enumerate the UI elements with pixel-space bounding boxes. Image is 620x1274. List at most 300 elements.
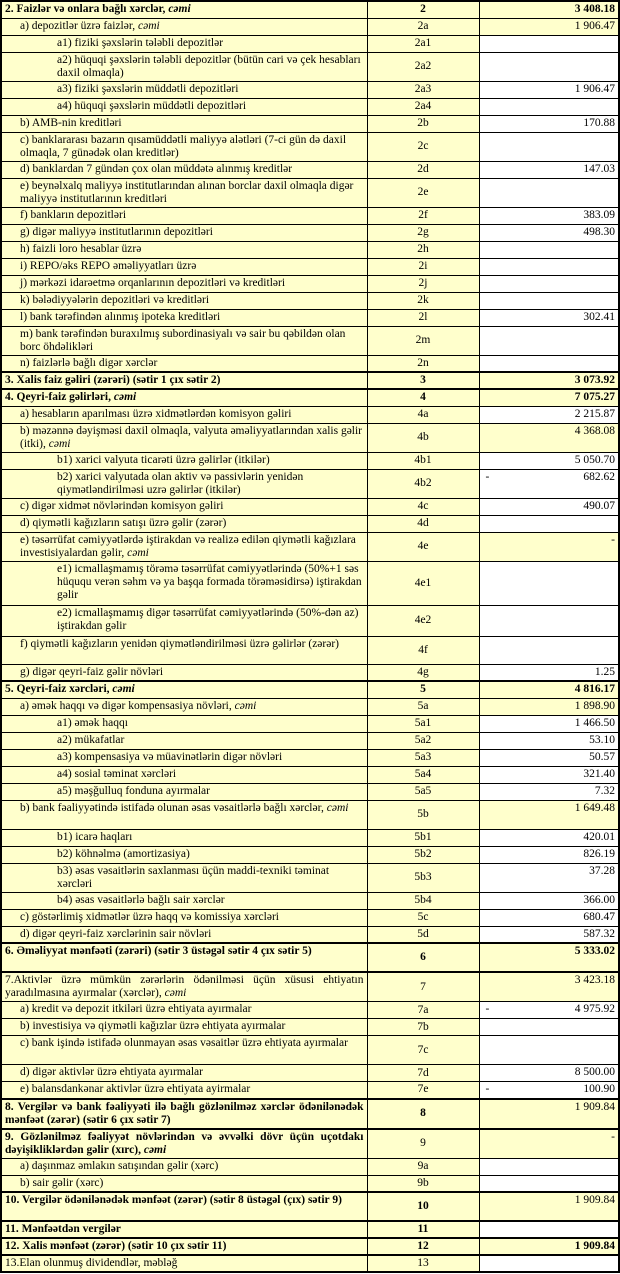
row-code-text: 4f: [418, 643, 428, 656]
row-label-text: f) bankların depozitləri: [20, 208, 127, 221]
row-value-cell[interactable]: [479, 766, 619, 783]
row-label-cell: [1, 224, 367, 241]
row-label-cell: [1, 275, 367, 292]
row-value-text: 100.90: [583, 1083, 615, 1095]
row-code-cell: [367, 800, 479, 829]
negative-sign: -: [485, 470, 490, 483]
row-value-cell: [479, 1129, 619, 1159]
row-code-text: 3: [420, 374, 426, 386]
row-value-cell: [479, 423, 619, 452]
row-value-text: 3 423.18: [574, 974, 615, 986]
row-code-text: 11: [417, 1223, 429, 1235]
table-row: [1, 1221, 619, 1238]
table-row: [1, 355, 619, 372]
row-value-text: 8 500.00: [574, 1066, 615, 1078]
row-code-text: 7e: [417, 1083, 429, 1096]
row-code-text: 2a2: [414, 60, 432, 72]
row-label-cell: [1, 1082, 367, 1099]
row-label-cell: [1, 1019, 367, 1036]
row-label-text: g) digər maliyyə institutlarının depozitləri: [20, 225, 213, 238]
row-code-cell: [367, 1238, 479, 1255]
row-code-cell: [367, 972, 479, 1002]
row-code-text: 4e1: [414, 576, 432, 589]
row-label-cell: [1, 532, 367, 561]
row-code-cell: [367, 749, 479, 766]
row-label-cell: [1, 1129, 367, 1159]
row-value-cell: [479, 800, 619, 829]
table-row: [1, 1065, 619, 1082]
row-value-text: 1 909.84: [574, 1100, 615, 1113]
row-label-cell: [1, 132, 367, 161]
row-label-text: a) kredit və depozit itkiləri üzrə ehtiyata ayırmalar: [20, 1003, 252, 1015]
row-value-text: 1 906.47: [574, 82, 615, 95]
row-label-text: 7.Aktivlər üzrə mümkün zərərlərin ödənilməsi üçün xüsusi ehtiyatın yaradılmasına ayırmalar (xərclər),: [5, 974, 364, 999]
table-row: [1, 664, 619, 681]
row-code-cell: [367, 1129, 479, 1159]
row-code-text: 7: [420, 980, 426, 993]
row-value-text: 302.41: [583, 310, 615, 323]
table-row: [1, 698, 619, 715]
row-code-cell: [367, 241, 479, 258]
row-code-cell: [367, 766, 479, 783]
row-label-text: n) faizlərlə bağlı digər xərclər: [20, 356, 158, 369]
row-code-cell: [367, 715, 479, 732]
row-code-text: 4: [420, 391, 426, 404]
row-value-cell[interactable]: [479, 515, 619, 532]
row-code-cell: [367, 863, 479, 892]
row-code-cell: [367, 389, 479, 406]
row-label-cell: [1, 1221, 367, 1238]
row-label-text: 6. Əməliyyat mənfəəti (zərəri) (sətir 3 üstəgəl sətir 4 çıx sətir 5): [5, 945, 312, 957]
row-value-cell: [479, 943, 619, 972]
row-value-cell[interactable]: [479, 115, 619, 132]
row-label-text: a3) fiziki şəxslərin müddətli depozitləri: [57, 82, 239, 95]
row-value-cell: [479, 532, 619, 561]
row-code-text: 5b3: [414, 871, 432, 883]
table-row: [1, 258, 619, 275]
row-label-suffix: cəmi: [168, 3, 191, 15]
row-label-text: 4. Qeyri-faiz gəlirləri,: [5, 391, 114, 403]
table-row: [1, 1238, 619, 1255]
row-code-cell: [367, 132, 479, 161]
row-label-text: a) depozitlər üzrə faizlər,: [20, 19, 138, 32]
row-code-text: 6: [420, 951, 426, 963]
row-code-cell: [367, 561, 479, 605]
row-code-text: 5a: [417, 700, 429, 712]
row-code-cell: [367, 35, 479, 52]
table-row: [1, 715, 619, 732]
row-label-cell: [1, 943, 367, 972]
row-label-cell: [1, 926, 367, 943]
row-label-cell: [1, 98, 367, 115]
row-value-cell[interactable]: [479, 224, 619, 241]
table-row: [1, 515, 619, 532]
row-value-text: 5 333.02: [574, 945, 615, 957]
row-code-text: 2l: [418, 311, 428, 323]
table-row: [1, 943, 619, 972]
row-value-cell[interactable]: [479, 1019, 619, 1036]
row-value-cell[interactable]: [479, 605, 619, 636]
table-row: [1, 498, 619, 515]
row-value-cell[interactable]: [479, 846, 619, 863]
row-code-cell: [367, 1, 479, 18]
row-value-text: 1 909.84: [574, 1240, 615, 1252]
row-code-text: 9b: [417, 1176, 429, 1189]
table-row: [1, 115, 619, 132]
row-label-cell: [1, 863, 367, 892]
row-label-text: 8. Vergilər və bank fəaliyyəti ilə bağlı gözlənilməz xərclər ödənilənədək mənfəət (zərər) (sətir 6 çıx sətir 7): [5, 1100, 364, 1126]
row-label-text: 11. Mənfəətdən vergilər: [5, 1223, 121, 1235]
row-value-cell[interactable]: [479, 1175, 619, 1192]
row-value-cell[interactable]: [479, 1002, 619, 1019]
row-label-text: e1) icmallaşmamış törəmə təsərrüfat cəmiyyətlərində (50%+1 səs hüququ verən səhm və ya başqa formada törəməsidirsə) iştirakdan gəlir: [57, 562, 362, 601]
row-label-cell: [1, 800, 367, 829]
row-label-cell: [1, 355, 367, 372]
row-label-text: h) faizli loro hesablar üzrə: [20, 242, 142, 255]
row-value-cell[interactable]: [479, 81, 619, 98]
row-code-text: 5b2: [414, 848, 432, 860]
row-code-text: 9a: [417, 1160, 429, 1172]
row-label-text: e) balansdankənar aktivlər üzrə ehtiyata ayirmalar: [20, 1083, 251, 1095]
row-code-cell: [367, 406, 479, 423]
row-value-cell[interactable]: [479, 783, 619, 800]
row-value-cell[interactable]: [479, 561, 619, 605]
row-label-text: c) bank işində istifadə olunmayan əsas vəsaitlər üzrə ehtiyata ayırmalar: [20, 1037, 348, 1049]
row-code-cell: [367, 1002, 479, 1019]
row-value-cell[interactable]: [479, 732, 619, 749]
row-value-text: 383.09: [583, 208, 615, 221]
row-value-cell[interactable]: [479, 452, 619, 469]
row-code-text: 2a3: [414, 83, 432, 95]
row-label-cell: [1, 115, 367, 132]
row-value-cell[interactable]: [479, 1221, 619, 1238]
row-code-text: 2i: [418, 260, 428, 272]
row-value-text: 4 816.17: [574, 683, 615, 695]
row-code-text: 5a1: [414, 717, 432, 729]
row-label-text: 3. Xalis faiz gəliri (zərəri) (sətir 1 çıx sətir 2): [5, 374, 221, 386]
row-value-text: 2 215.87: [574, 407, 615, 420]
row-code-cell: [367, 372, 479, 389]
row-value-cell[interactable]: [479, 35, 619, 52]
row-code-text: 2c: [417, 140, 429, 152]
table-row: [1, 926, 619, 943]
row-label-text: a4) hüquqi şəxslərin müddətli depozitləri: [57, 99, 247, 112]
row-value-cell: [479, 972, 619, 1002]
row-code-cell: [367, 498, 479, 515]
row-value-cell[interactable]: [479, 863, 619, 892]
row-label-cell: [1, 829, 367, 846]
row-value-text: 37.28: [589, 864, 615, 877]
row-value-cell[interactable]: [479, 355, 619, 372]
table-row: [1, 800, 619, 829]
row-code-cell: [367, 926, 479, 943]
row-label-text: c) göstərlimiş xidmətlər üzrə haqq və komissiya xərcləri: [20, 910, 279, 923]
table-row: [1, 1036, 619, 1065]
table-row: [1, 561, 619, 605]
row-label-text: 9. Gözlənilməz fəaliyyət növlərindən və əvvəlki dövr üçün uçotdakı dəyişikliklərdən gəlir (xırc),: [5, 1130, 364, 1156]
row-label-text: a2) hüquqi şəxslərin tələbli depozitlər (bütün cari və çek hesabları daxil olmaqla): [57, 53, 361, 79]
row-label-cell: [1, 681, 367, 698]
row-value-cell[interactable]: [479, 258, 619, 275]
row-label-text: 2. Faizlər və onlara bağlı xərclər,: [5, 3, 169, 15]
row-label-cell: [1, 1238, 367, 1255]
row-value-text: 680.47: [583, 910, 615, 923]
row-label-text: b) bank fəaliyyətində istifadə olunan əsas vəsaitlərlə bağlı xərclər,: [20, 801, 327, 814]
negative-sign: -: [485, 1003, 490, 1015]
row-code-cell: [367, 423, 479, 452]
table-row: [1, 1082, 619, 1099]
row-value-text: 170.88: [583, 116, 615, 129]
row-code-text: 4d: [417, 517, 429, 529]
row-label-cell: [1, 1099, 367, 1129]
row-label-suffix: cəmi: [137, 19, 160, 32]
row-code-text: 5c: [417, 911, 429, 923]
table-row: [1, 423, 619, 452]
table-row: [1, 275, 619, 292]
row-code-cell: [367, 636, 479, 664]
row-value-cell: [479, 1, 619, 18]
row-value-cell[interactable]: [479, 275, 619, 292]
table-row: [1, 732, 619, 749]
row-value-text: 321.40: [583, 767, 615, 780]
row-value-cell[interactable]: [479, 469, 619, 498]
row-value-cell: [479, 681, 619, 698]
row-label-text: d) qiymətli kağızların satışı üzrə gəlir (zərər): [20, 516, 227, 529]
table-row: [1, 846, 619, 863]
row-label-cell: [1, 1175, 367, 1192]
table-row: [1, 1099, 619, 1129]
row-value-cell[interactable]: [479, 292, 619, 309]
row-code-text: 2g: [417, 226, 429, 238]
row-label-cell: [1, 783, 367, 800]
row-value-cell[interactable]: [479, 664, 619, 681]
row-code-text: 2m: [415, 334, 431, 346]
row-value-text: 7.32: [594, 784, 615, 797]
row-label-cell: [1, 1192, 367, 1221]
row-code-cell: [367, 1036, 479, 1065]
table-row: [1, 406, 619, 423]
row-value-cell[interactable]: [479, 1082, 619, 1099]
row-code-text: 2a4: [414, 100, 432, 112]
row-value-cell[interactable]: [479, 1065, 619, 1082]
row-code-text: 4b: [417, 431, 429, 443]
row-label-cell: [1, 1036, 367, 1065]
row-value-cell[interactable]: [479, 909, 619, 926]
row-value-cell[interactable]: [479, 892, 619, 909]
row-label-text: a3) kompensasiya və müavinətlərin digər növləri: [57, 750, 283, 763]
row-value-cell: [479, 18, 619, 35]
row-value-cell[interactable]: [479, 326, 619, 355]
row-value-text: 1 649.48: [574, 801, 615, 814]
row-code-text: 5b: [417, 808, 429, 820]
row-label-cell: [1, 1255, 367, 1272]
row-code-cell: [367, 469, 479, 498]
row-label-cell: [1, 1158, 367, 1175]
table-row: [1, 35, 619, 52]
row-label-text: b1) icarə haqları: [57, 830, 133, 843]
table-row: [1, 1, 619, 18]
row-code-cell: [367, 681, 479, 698]
row-code-text: 5a3: [414, 751, 432, 763]
row-value-cell[interactable]: [479, 498, 619, 515]
row-value-cell[interactable]: [479, 926, 619, 943]
table-row: [1, 1129, 619, 1159]
row-label-suffix: cəmi: [48, 437, 71, 450]
row-label-cell: [1, 892, 367, 909]
row-value-text: 682.62: [583, 470, 615, 483]
row-label-text: a) daşınmaz əmlakın satışından gəlir (xərc): [20, 1159, 219, 1172]
row-value-cell[interactable]: [479, 1036, 619, 1065]
row-label-text: m) bank tərəfindən buraxılmış subordinasiyalı və sair bu qəbildən olan borc öhdəlikləri: [20, 327, 346, 353]
table-row: [1, 681, 619, 698]
row-code-cell: [367, 161, 479, 178]
row-code-cell: [367, 207, 479, 224]
table-row: [1, 469, 619, 498]
row-value-text: 1 909.84: [574, 1194, 615, 1206]
row-code-text: 5a2: [414, 734, 432, 746]
table-body: [1, 1, 619, 1272]
row-label-cell: [1, 498, 367, 515]
row-value-text: 1 898.90: [574, 699, 615, 712]
row-label-text: i) REPO/əks REPO əməliyyatları üzrə: [20, 259, 197, 272]
row-label-suffix: cəmi: [164, 987, 187, 999]
row-label-cell: [1, 972, 367, 1002]
row-label-cell: [1, 423, 367, 452]
row-label-cell: [1, 406, 367, 423]
row-label-cell: [1, 698, 367, 715]
row-code-cell: [367, 829, 479, 846]
row-label-text: a1) əmək haqqı: [57, 716, 128, 729]
row-code-text: 7d: [417, 1066, 429, 1079]
row-label-text: b2) köhnəlmə (amortizasiya): [57, 847, 190, 860]
row-code-text: 7a: [417, 1003, 429, 1016]
table-row: [1, 892, 619, 909]
negative-sign: -: [485, 1083, 490, 1095]
table-row: [1, 309, 619, 326]
row-value-text: 366.00: [583, 893, 615, 906]
row-code-text: 5b4: [414, 894, 432, 906]
row-value-text: 53.10: [589, 733, 615, 746]
table-row: [1, 98, 619, 115]
row-label-suffix: cəmi: [234, 699, 257, 712]
row-code-cell: [367, 943, 479, 972]
row-label-cell: [1, 846, 367, 863]
row-value-text: 1 466.50: [574, 716, 615, 729]
row-value-cell: [479, 389, 619, 406]
row-code-cell: [367, 309, 479, 326]
row-label-cell: [1, 909, 367, 926]
table-row: [1, 52, 619, 81]
table-row: [1, 766, 619, 783]
row-value-cell[interactable]: [479, 715, 619, 732]
row-value-text: 147.03: [583, 162, 615, 175]
row-label-text: 12. Xalis mənfəət (zərər) (sətir 10 çıx sətir 11): [5, 1240, 227, 1252]
row-code-text: 2h: [417, 243, 429, 255]
row-code-cell: [367, 909, 479, 926]
row-label-cell: [1, 161, 367, 178]
row-value-cell[interactable]: [479, 1158, 619, 1175]
row-label-cell: [1, 1002, 367, 1019]
row-code-text: 2d: [417, 163, 429, 175]
row-code-cell: [367, 81, 479, 98]
row-code-cell: [367, 292, 479, 309]
row-code-cell: [367, 1082, 479, 1099]
row-value-cell[interactable]: [479, 178, 619, 207]
row-code-cell: [367, 224, 479, 241]
row-label-text: d) digər qeyri-faiz xərclərinin sair növləri: [20, 927, 212, 940]
row-label-text: b2) xarici valyutada olan aktiv və passivlərin yenidən qiymətləndirilməsi uzrə gəlirlər (itkilər): [57, 470, 304, 496]
row-label-suffix: cəmi: [113, 391, 137, 403]
row-code-cell: [367, 732, 479, 749]
row-value-cell[interactable]: [479, 309, 619, 326]
row-code-cell: [367, 52, 479, 81]
row-label-cell: [1, 372, 367, 389]
row-code-cell: [367, 892, 479, 909]
row-label-suffix: cəmi: [127, 546, 149, 559]
row-code-cell: [367, 1019, 479, 1036]
row-label-cell: [1, 515, 367, 532]
table-row: [1, 241, 619, 258]
table-row: [1, 372, 619, 389]
row-label-cell: [1, 664, 367, 681]
row-value-cell[interactable]: [479, 52, 619, 81]
row-code-cell: [367, 1192, 479, 1221]
row-value-cell[interactable]: [479, 132, 619, 161]
row-value-text: -: [611, 533, 615, 546]
row-code-cell: [367, 1065, 479, 1082]
row-value-cell[interactable]: [479, 161, 619, 178]
table-row: [1, 1175, 619, 1192]
row-label-text: j) mərkəzi idarəetmə orqanlarının depozitləri və kreditləri: [20, 276, 286, 289]
table-row: [1, 389, 619, 406]
row-label-text: 13.Elan olunmuş dividendlər, məbləğ: [5, 1257, 178, 1269]
row-code-text: 5a4: [414, 768, 432, 780]
row-label-suffix: cəmi: [326, 801, 349, 814]
row-code-text: 2k: [417, 294, 429, 306]
row-value-cell: [479, 1192, 619, 1221]
row-label-cell: [1, 561, 367, 605]
row-value-cell[interactable]: [479, 98, 619, 115]
row-code-cell: [367, 1255, 479, 1272]
table-row: [1, 1002, 619, 1019]
row-value-cell[interactable]: [479, 406, 619, 423]
row-code-text: 2j: [418, 277, 428, 289]
row-value-cell[interactable]: [479, 241, 619, 258]
row-code-text: 9: [420, 1137, 426, 1149]
row-value-cell[interactable]: [479, 829, 619, 846]
table-row: [1, 863, 619, 892]
row-label-cell: [1, 1, 367, 18]
row-label-text: a) əmək haqqı və digər kompensasiya növləri,: [20, 699, 235, 712]
row-code-cell: [367, 605, 479, 636]
row-code-text: 2: [420, 3, 426, 16]
row-label-cell: [1, 452, 367, 469]
row-value-cell[interactable]: [479, 636, 619, 664]
row-value-cell[interactable]: [479, 207, 619, 224]
row-label-text: a5) məşğulluq fonduna ayırmalar: [57, 784, 210, 797]
row-value-cell[interactable]: [479, 1255, 619, 1272]
row-code-text: 10: [417, 1200, 429, 1212]
row-value-cell: [479, 1099, 619, 1129]
row-value-text: 587.32: [583, 927, 615, 940]
row-code-text: 2n: [417, 356, 429, 369]
row-code-text: 4g: [417, 665, 429, 678]
row-label-text: e2) icmallaşmamış digər təsərrüfat cəmiyyətlərində (50%-dən az) iştirakdan gəlir: [57, 606, 359, 632]
row-value-cell[interactable]: [479, 749, 619, 766]
row-label-text: a) hesabların aparılması üzrə xidmətlərdən komisyon gəliri: [20, 407, 292, 420]
row-code-text: 4e: [417, 540, 429, 552]
row-code-text: 7b: [417, 1020, 429, 1033]
